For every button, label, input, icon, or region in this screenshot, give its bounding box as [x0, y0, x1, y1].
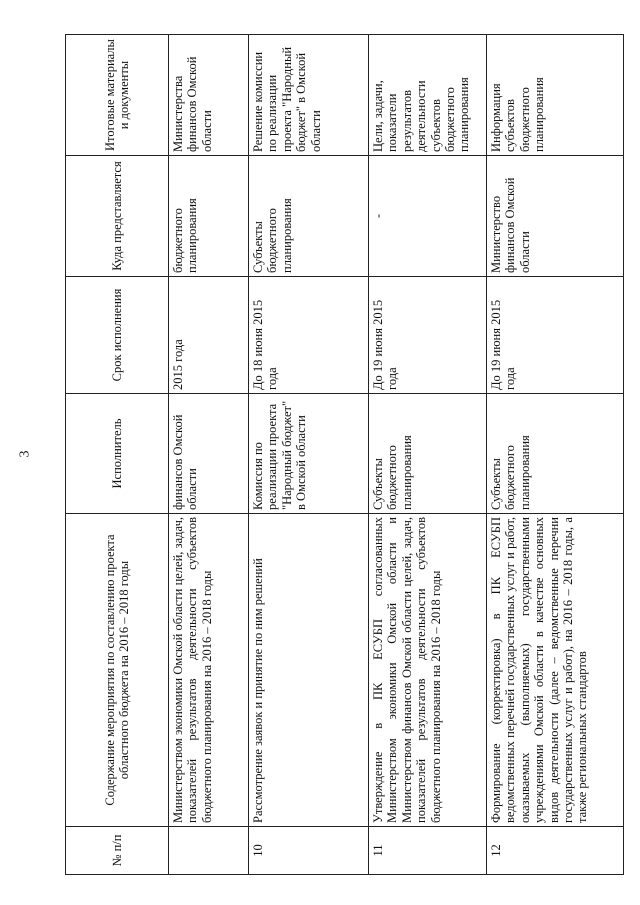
header-content: Содержание мероприятия по составлению проекта областного бюджета на 2016 – 2018 годы — [66, 514, 169, 827]
row-num: 10 — [249, 827, 369, 875]
row-content: Формирование (корректировка) в ПК ЕСУБП ведомственных перечней государственных услуг и работ, оказываемых (выполняемых) государственными учреждениями Омской области в качестве основных видов деятельности (далее – ведомственные перечни государственных услуг и работ), на 2016 – 2018 годы, а также региональных стандартов — [487, 514, 624, 827]
row-deadline: 2015 года — [169, 277, 249, 394]
row-destination: бюджетного планирования — [169, 156, 249, 277]
table-row — [169, 35, 249, 875]
row-executor: Субъекты бюджетного планирования — [369, 394, 487, 514]
row-destination: Министерство финансов Омской области — [487, 156, 624, 277]
row-results: Цели, задачи, показатели результатов деятельности субъектов бюджетного планирования — [369, 35, 487, 156]
row-content: Министерством экономики Омской области целей, задач, показателей результатов деятельности субъектов бюджетного планирования на 2016 – 2018 годы — [169, 514, 249, 827]
table-row — [249, 35, 369, 875]
row-executor: финансов Омской области — [169, 394, 249, 514]
header-num: № п/п — [66, 827, 169, 875]
table-row — [487, 35, 624, 875]
header-executor: Исполнитель — [66, 394, 169, 514]
header-row — [66, 35, 169, 875]
row-destination: Субъекты бюджетного планирования — [249, 156, 369, 277]
schedule-table — [65, 34, 624, 875]
row-num — [169, 827, 249, 875]
row-deadline: До 19 июня 2015 года — [487, 277, 624, 394]
table-row — [369, 35, 487, 875]
row-executor: Субъекты бюджетного планирования — [487, 394, 624, 514]
rotated-page — [65, 35, 623, 875]
row-executor: Комиссия по реализации проекта "Народный бюджет" в Омской области — [249, 394, 369, 514]
row-deadline: До 19 июня 2015 года — [369, 277, 487, 394]
row-content: Утверждение в ПК ЕСУБП согласованных Министерством экономики Омской области и Министерством финансов Омской области целей, задач, показателей результатов деятельности субъектов бюджетного планирования на 2016 – 2018 годы — [369, 514, 487, 827]
row-deadline: До 18 июня 2015 года — [249, 277, 369, 394]
row-destination: - — [369, 156, 487, 277]
header-results: Итоговые материалы и документы — [66, 35, 169, 156]
page-number: 3 — [17, 450, 33, 458]
row-num: 12 — [487, 827, 624, 875]
row-results: Информация субъектов бюджетного планирования — [487, 35, 624, 156]
row-content: Рассмотрение заявок и принятие по ним решений — [249, 514, 369, 827]
row-num: 11 — [369, 827, 487, 875]
row-results: Министерства финансов Омской области — [169, 35, 249, 156]
row-results: Решение комиссии по реализации проекта "Народный бюджет" в Омской области — [249, 35, 369, 156]
header-destination: Куда представляется — [66, 156, 169, 277]
header-deadline: Срок исполнения — [66, 277, 169, 394]
